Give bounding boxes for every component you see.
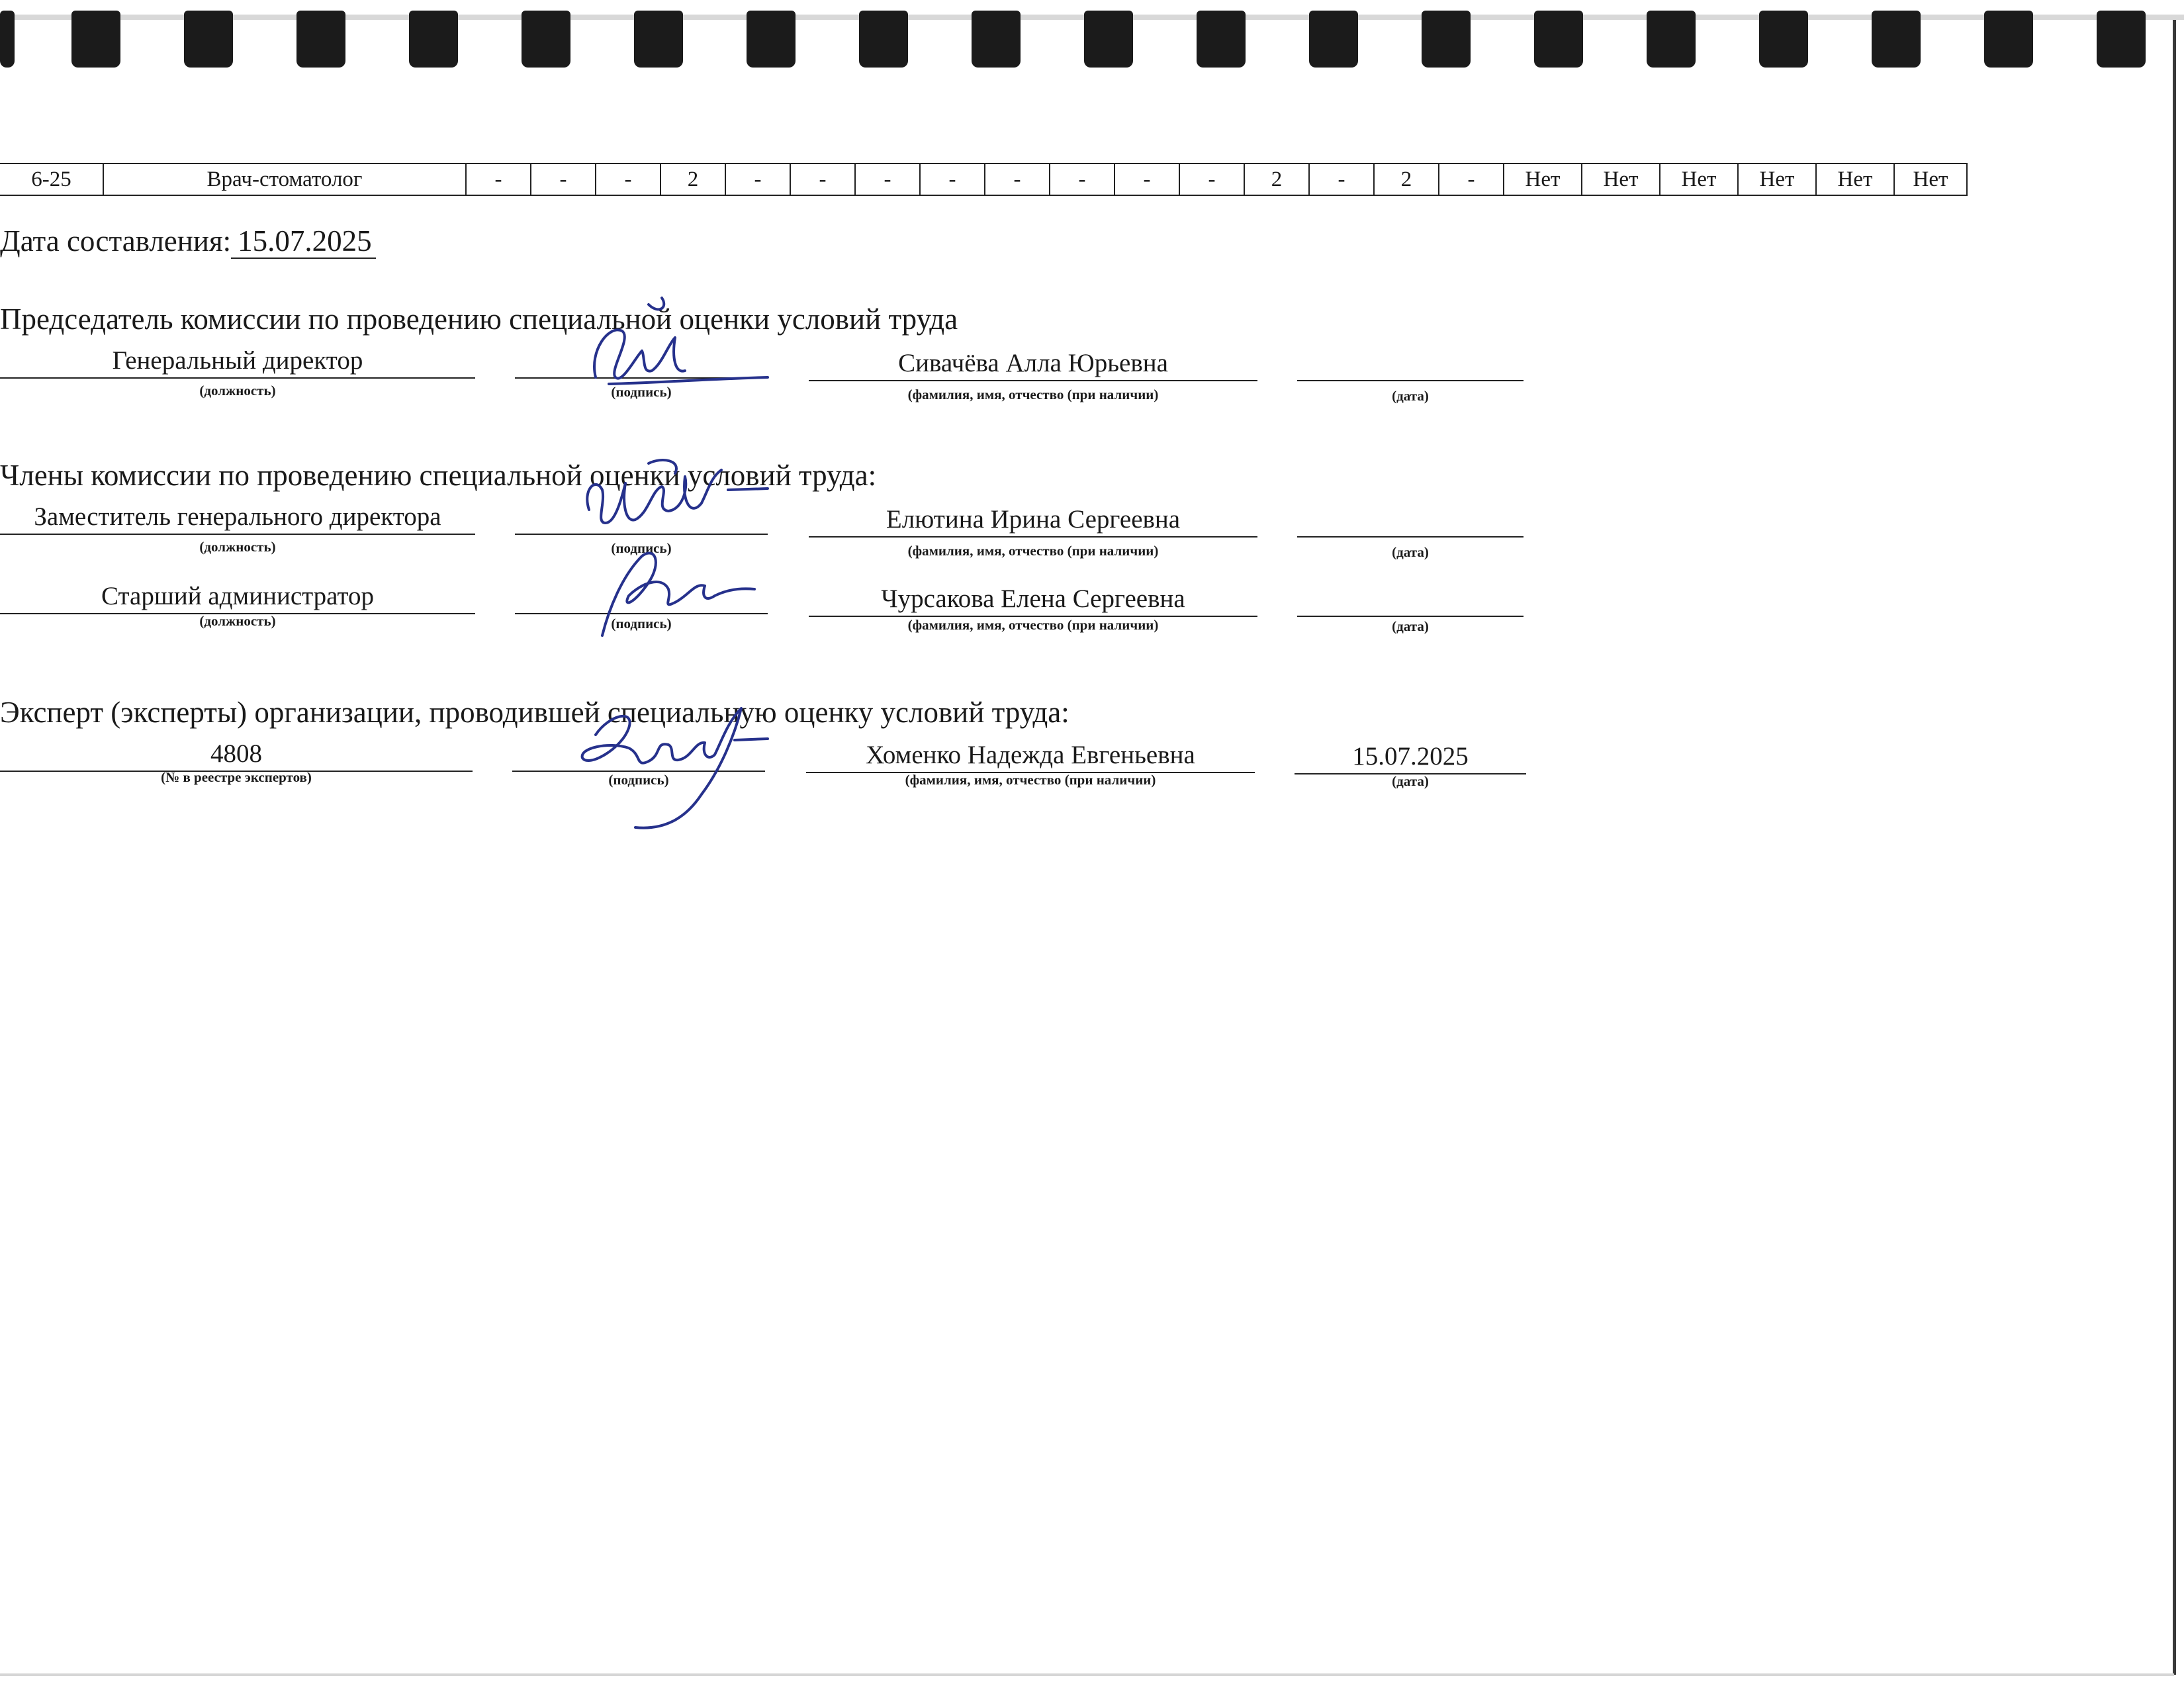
- expert-heading: Эксперт (эксперты) организации, проводившей специальную оценку условий труда:: [0, 696, 1069, 729]
- binding-hole: [972, 11, 1021, 68]
- member-1-name-caption: (фамилия, имя, отчество (при наличии): [907, 543, 1159, 559]
- binding-hole: [1647, 11, 1696, 68]
- table-cell: -: [854, 164, 919, 195]
- binding-hole: [1872, 11, 1921, 68]
- expert-date-caption: (дата): [1392, 773, 1429, 789]
- chairman-position-caption: (должность): [199, 383, 276, 399]
- chairman-position: Генеральный директор: [0, 344, 475, 379]
- expert-signature-scribble: [569, 695, 788, 841]
- member-2-position: Старший администратор: [0, 580, 475, 614]
- table-cell: 2: [1244, 164, 1308, 195]
- chairman-name: Сивачёва Алла Юрьевна: [809, 347, 1257, 381]
- table-cell: -: [1179, 164, 1244, 195]
- table-cell: -: [1438, 164, 1503, 195]
- expert-date: 15.07.2025: [1295, 740, 1526, 774]
- table-cell: -: [919, 164, 984, 195]
- binding-hole: [71, 11, 120, 68]
- table-cell: Врач-стоматолог: [103, 164, 465, 195]
- member-2-date-caption: (дата): [1392, 618, 1429, 634]
- expert-registry-number: 4808: [0, 737, 473, 772]
- binding-hole: [1534, 11, 1583, 68]
- binding-hole: [634, 11, 683, 68]
- member-2-name-caption: (фамилия, имя, отчество (при наличии): [907, 617, 1159, 633]
- binding-hole: [0, 11, 15, 68]
- member-2-signature-scribble: [582, 536, 794, 649]
- chairman-signature-scribble: [569, 291, 781, 397]
- member-1-date: [1297, 503, 1524, 538]
- chairman-name-caption: (фамилия, имя, отчество (при наличии): [907, 387, 1159, 402]
- binding-hole: [184, 11, 233, 68]
- chairman-date-caption: (дата): [1392, 388, 1429, 404]
- table-cell: -: [465, 164, 530, 195]
- table-cell: 2: [660, 164, 725, 195]
- chairman-date: [1297, 347, 1524, 381]
- date-compiled-label: Дата составления:: [0, 224, 232, 258]
- member-2-name: Чурсакова Елена Сергеевна: [809, 583, 1257, 617]
- table-cell: -: [595, 164, 660, 195]
- table-cell: Нет: [1815, 164, 1893, 195]
- member-2-position-caption: (должность): [199, 613, 276, 629]
- date-compiled-value: 15.07.2025: [231, 224, 376, 259]
- page-bottom-edge: [0, 1673, 2174, 1676]
- table-row: [0, 163, 1968, 196]
- binding-hole: [1422, 11, 1471, 68]
- members-heading: Члены комиссии по проведению специальной оценки условий труда:: [0, 459, 877, 492]
- binding-hole: [1309, 11, 1358, 68]
- chairman-signature-caption: (подпись): [611, 384, 672, 400]
- date-compiled: [0, 224, 376, 258]
- binding-hole: [747, 11, 796, 68]
- member-1-name: Елютина Ирина Сергеевна: [809, 503, 1257, 538]
- table-cell: -: [984, 164, 1049, 195]
- table-cell: Нет: [1581, 164, 1659, 195]
- table-cell: -: [1114, 164, 1179, 195]
- member-1-date-caption: (дата): [1392, 544, 1429, 560]
- table-cell: Нет: [1659, 164, 1737, 195]
- member-2-signature-caption: (подпись): [611, 616, 672, 632]
- table-cell: Нет: [1737, 164, 1815, 195]
- expert-signature-caption: (подпись): [608, 772, 669, 788]
- table-cell: 2: [1373, 164, 1438, 195]
- page-right-edge: [2173, 20, 2176, 1675]
- table-cell: -: [1308, 164, 1373, 195]
- binding-hole: [1759, 11, 1808, 68]
- binding-hole: [409, 11, 458, 68]
- binding-hole: [1197, 11, 1246, 68]
- binding-hole: [2097, 11, 2146, 68]
- member-1-position: Заместитель генерального директора: [0, 500, 475, 535]
- table-cell: -: [1049, 164, 1114, 195]
- expert-name: Хоменко Надежда Евгеньевна: [806, 739, 1255, 773]
- binding-hole: [859, 11, 908, 68]
- member-2-date: [1297, 583, 1524, 617]
- binding-hole: [1984, 11, 2033, 68]
- binding-hole: [296, 11, 345, 68]
- table-cell: -: [725, 164, 790, 195]
- binding-strip: [0, 0, 2184, 73]
- table-cell: Нет: [1503, 164, 1581, 195]
- chairman-heading: Председатель комиссии по проведению специальной оценки условий труда: [0, 303, 958, 336]
- table-cell: -: [530, 164, 595, 195]
- expert-name-caption: (фамилия, имя, отчество (при наличии): [905, 772, 1156, 788]
- binding-hole: [522, 11, 570, 68]
- member-1-position-caption: (должность): [199, 539, 276, 555]
- member-1-signature-caption: (подпись): [611, 540, 672, 556]
- expert-registry-caption: (№ в реестре экспертов): [161, 769, 312, 785]
- table-cell: Нет: [1893, 164, 1966, 195]
- binding-hole: [1084, 11, 1133, 68]
- table-cell: -: [790, 164, 854, 195]
- table-cell: 6-25: [31, 167, 71, 191]
